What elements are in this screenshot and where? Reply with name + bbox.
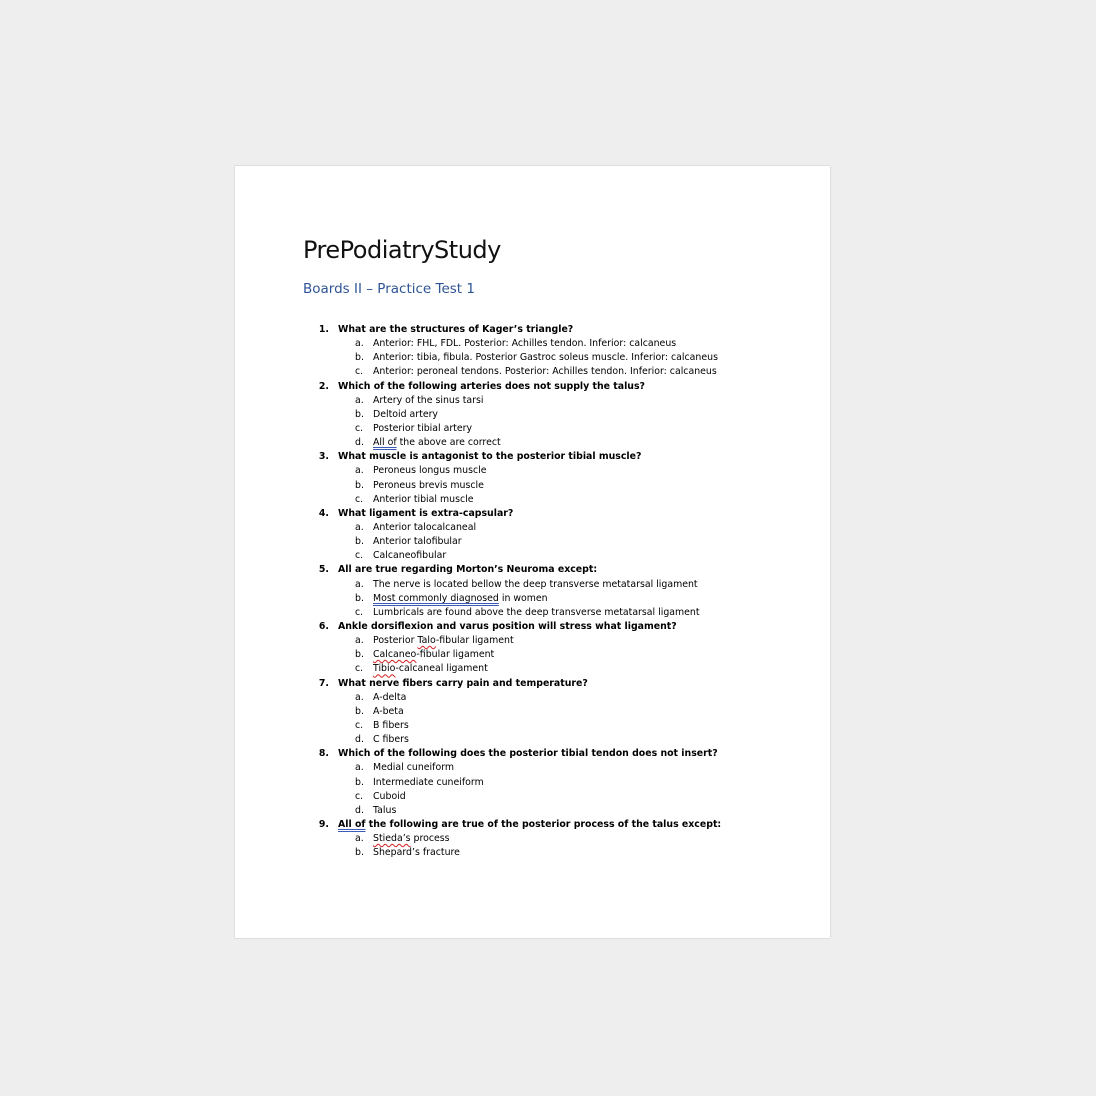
- option-text: [373, 436, 501, 450]
- question-item: [303, 747, 823, 818]
- answer-option: [303, 776, 823, 790]
- option-letter: b.: [355, 479, 364, 491]
- text-run: Talus: [373, 804, 397, 816]
- question-number: 2.: [318, 380, 329, 392]
- answer-option: [303, 846, 823, 860]
- answer-option: [303, 337, 823, 351]
- document-title: PrePodiatryStudy: [303, 236, 501, 264]
- question-text: [338, 677, 588, 691]
- text-run: What ligament is extra-capsular?: [338, 507, 514, 519]
- answer-option: [303, 422, 823, 436]
- answer-option: [303, 691, 823, 705]
- option-text: [373, 422, 472, 436]
- question-line: [303, 747, 823, 761]
- answer-options: [303, 634, 823, 676]
- answer-options: [303, 521, 823, 563]
- answer-option: [303, 394, 823, 408]
- option-text: [373, 464, 487, 478]
- answer-option: [303, 521, 823, 535]
- option-letter: b.: [355, 592, 364, 604]
- option-text: [373, 365, 717, 379]
- question-line: [303, 323, 823, 337]
- option-letter: a.: [355, 394, 364, 406]
- answer-option: [303, 549, 823, 563]
- option-text: [373, 846, 460, 860]
- option-text: [373, 521, 476, 535]
- option-text: [373, 408, 438, 422]
- option-text: [373, 790, 406, 804]
- option-text: [373, 691, 406, 705]
- text-run: Which of the following does the posterior tibial tendon does not insert?: [338, 748, 718, 760]
- option-letter: a.: [355, 578, 364, 590]
- option-letter: d.: [355, 437, 364, 449]
- answer-option: [303, 832, 823, 846]
- text-run: Peroneus longus muscle: [373, 465, 487, 477]
- option-text: [373, 394, 483, 408]
- text-run: Anterior: peroneal tendons. Posterior: Achilles tendon. Inferior: calcaneus: [373, 366, 717, 378]
- option-letter: c.: [355, 719, 364, 731]
- answer-options: [303, 761, 823, 818]
- question-text: [338, 620, 677, 634]
- option-letter: a.: [355, 691, 364, 703]
- option-text: [373, 733, 409, 747]
- text-run: Shepard’s fracture: [373, 847, 460, 859]
- text-run: Calcaneofibular: [373, 550, 447, 562]
- option-letter: a.: [355, 338, 364, 350]
- text-run: Deltoid artery: [373, 408, 438, 420]
- answer-option: [303, 535, 823, 549]
- question-item: [303, 818, 823, 860]
- text-run: the following are true of the posterior process of the talus except:: [365, 818, 722, 830]
- answer-options: [303, 832, 823, 860]
- option-text: [373, 705, 404, 719]
- text-run: Posterior: [373, 635, 418, 647]
- document-subtitle: Boards II – Practice Test 1: [303, 281, 475, 297]
- question-line: [303, 563, 823, 577]
- text-run: the above are correct: [396, 437, 501, 449]
- option-text: [373, 634, 514, 648]
- text-run: Intermediate cuneiform: [373, 776, 484, 788]
- text-run: process: [410, 833, 450, 845]
- option-letter: c.: [355, 366, 364, 378]
- answer-option: [303, 365, 823, 379]
- answer-option: [303, 606, 823, 620]
- text-run: Anterior tibial muscle: [373, 493, 474, 505]
- answer-option: [303, 578, 823, 592]
- text-run: Ankle dorsiflexion and varus position will stress what ligament?: [338, 620, 677, 632]
- text-run: Peroneus brevis muscle: [373, 479, 484, 491]
- question-item: [303, 563, 823, 620]
- text-run: -fibular ligament: [416, 649, 495, 661]
- answer-option: [303, 662, 823, 676]
- option-letter: c.: [355, 493, 364, 505]
- option-text: [373, 549, 446, 563]
- answer-options: [303, 691, 823, 748]
- spelling-error-mark: Tibio: [373, 663, 396, 675]
- text-run: -fibular ligament: [435, 635, 514, 647]
- text-run: What muscle is antagonist to the posterior tibial muscle?: [338, 451, 642, 463]
- text-run: All are true regarding Morton’s Neuroma except:: [338, 564, 598, 576]
- question-text: [338, 323, 573, 337]
- question-line: [303, 507, 823, 521]
- answer-options: [303, 578, 823, 620]
- option-text: [373, 776, 484, 790]
- question-item: [303, 620, 823, 677]
- question-text: [338, 380, 645, 394]
- text-run: The nerve is located bellow the deep transverse metatarsal ligament: [373, 578, 698, 590]
- option-letter: b.: [355, 847, 364, 859]
- text-run: Posterior tibial artery: [373, 422, 473, 434]
- answer-option: [303, 436, 823, 450]
- question-text: [338, 507, 513, 521]
- text-run: in women: [498, 592, 548, 604]
- question-number: 7.: [318, 677, 329, 689]
- text-run: C fibers: [373, 734, 409, 746]
- text-run: What are the structures of Kager’s triangle?: [338, 324, 574, 335]
- text-run: Lumbricals are found above the deep transverse metatarsal ligament: [373, 606, 700, 618]
- option-text: [373, 662, 488, 676]
- answer-option: [303, 592, 823, 606]
- answer-options: [303, 464, 823, 506]
- question-item: [303, 323, 823, 380]
- option-letter: a.: [355, 762, 364, 774]
- question-number: 9.: [318, 818, 329, 830]
- question-number: 6.: [318, 620, 329, 632]
- grammar-suggestion-mark: All of: [338, 818, 366, 830]
- option-letter: c.: [355, 663, 364, 675]
- question-number: 4.: [318, 507, 329, 519]
- question-text: [338, 450, 641, 464]
- text-run: B fibers: [373, 719, 409, 731]
- option-text: [373, 337, 676, 351]
- option-text: [373, 606, 700, 620]
- option-text: [373, 479, 484, 493]
- grammar-suggestion-mark: All of: [373, 437, 397, 449]
- text-run: Medial cuneiform: [373, 762, 455, 774]
- option-text: [373, 719, 409, 733]
- question-list: [303, 323, 823, 860]
- option-letter: c.: [355, 422, 364, 434]
- question-text: [338, 563, 597, 577]
- answer-option: [303, 804, 823, 818]
- question-number: 1.: [318, 324, 329, 335]
- question-line: [303, 450, 823, 464]
- text-run: -calcaneal ligament: [395, 663, 488, 675]
- option-letter: d.: [355, 804, 364, 816]
- question-number: 3.: [318, 451, 329, 463]
- question-item: [303, 380, 823, 451]
- text-run: A-beta: [373, 705, 404, 717]
- answer-option: [303, 351, 823, 365]
- answer-option: [303, 479, 823, 493]
- text-run: Artery of the sinus tarsi: [373, 394, 484, 406]
- question-line: [303, 818, 823, 832]
- option-letter: b.: [355, 408, 364, 420]
- question-item: [303, 677, 823, 748]
- option-letter: b.: [355, 705, 364, 717]
- text-run: Anterior talofibular: [373, 536, 462, 548]
- text-run: What nerve fibers carry pain and temperature?: [338, 677, 588, 689]
- option-letter: a.: [355, 521, 364, 533]
- spelling-error-mark: Stieda’s: [373, 833, 411, 845]
- answer-option: [303, 705, 823, 719]
- answer-option: [303, 790, 823, 804]
- question-text: [338, 818, 721, 832]
- question-line: [303, 677, 823, 691]
- answer-options: [303, 337, 823, 379]
- answer-options: [303, 394, 823, 451]
- option-letter: d.: [355, 734, 364, 746]
- question-item: [303, 507, 823, 564]
- answer-option: [303, 648, 823, 662]
- option-text: [373, 832, 450, 846]
- option-text: [373, 592, 548, 606]
- spelling-error-mark: Talo: [417, 635, 436, 647]
- option-letter: c.: [355, 606, 364, 618]
- grammar-suggestion-mark: Most commonly diagnosed: [373, 592, 499, 604]
- text-run: Cuboid: [373, 790, 406, 802]
- option-letter: a.: [355, 833, 364, 845]
- option-letter: b.: [355, 649, 364, 661]
- option-text: [373, 648, 494, 662]
- option-letter: b.: [355, 776, 364, 788]
- option-letter: a.: [355, 635, 364, 647]
- text-run: Anterior: tibia, fibula. Posterior Gastroc soleus muscle. Inferior: calcaneus: [373, 352, 718, 364]
- answer-option: [303, 761, 823, 775]
- option-text: [373, 761, 454, 775]
- answer-option: [303, 493, 823, 507]
- spelling-error-mark: Calcaneo: [373, 649, 417, 661]
- option-letter: b.: [355, 352, 364, 364]
- document-page[interactable]: [235, 166, 830, 938]
- answer-option: [303, 733, 823, 747]
- option-letter: c.: [355, 790, 364, 802]
- question-number: 5.: [318, 564, 329, 576]
- option-text: [373, 578, 698, 592]
- question-number: 8.: [318, 748, 329, 760]
- question-line: [303, 620, 823, 634]
- answer-option: [303, 464, 823, 478]
- text-run: Which of the following arteries does not supply the talus?: [338, 380, 645, 392]
- answer-option: [303, 408, 823, 422]
- option-text: [373, 535, 462, 549]
- option-text: [373, 493, 473, 507]
- option-letter: c.: [355, 550, 364, 562]
- text-run: A-delta: [373, 691, 407, 703]
- question-text: [338, 747, 718, 761]
- question-item: [303, 450, 823, 507]
- answer-option: [303, 634, 823, 648]
- answer-option: [303, 719, 823, 733]
- text-run: Anterior: FHL, FDL. Posterior: Achilles tendon. Inferior: calcaneus: [373, 338, 677, 350]
- option-letter: a.: [355, 465, 364, 477]
- text-run: Anterior talocalcaneal: [373, 521, 477, 533]
- option-text: [373, 804, 396, 818]
- option-text: [373, 351, 718, 365]
- option-letter: b.: [355, 536, 364, 548]
- question-line: [303, 380, 823, 394]
